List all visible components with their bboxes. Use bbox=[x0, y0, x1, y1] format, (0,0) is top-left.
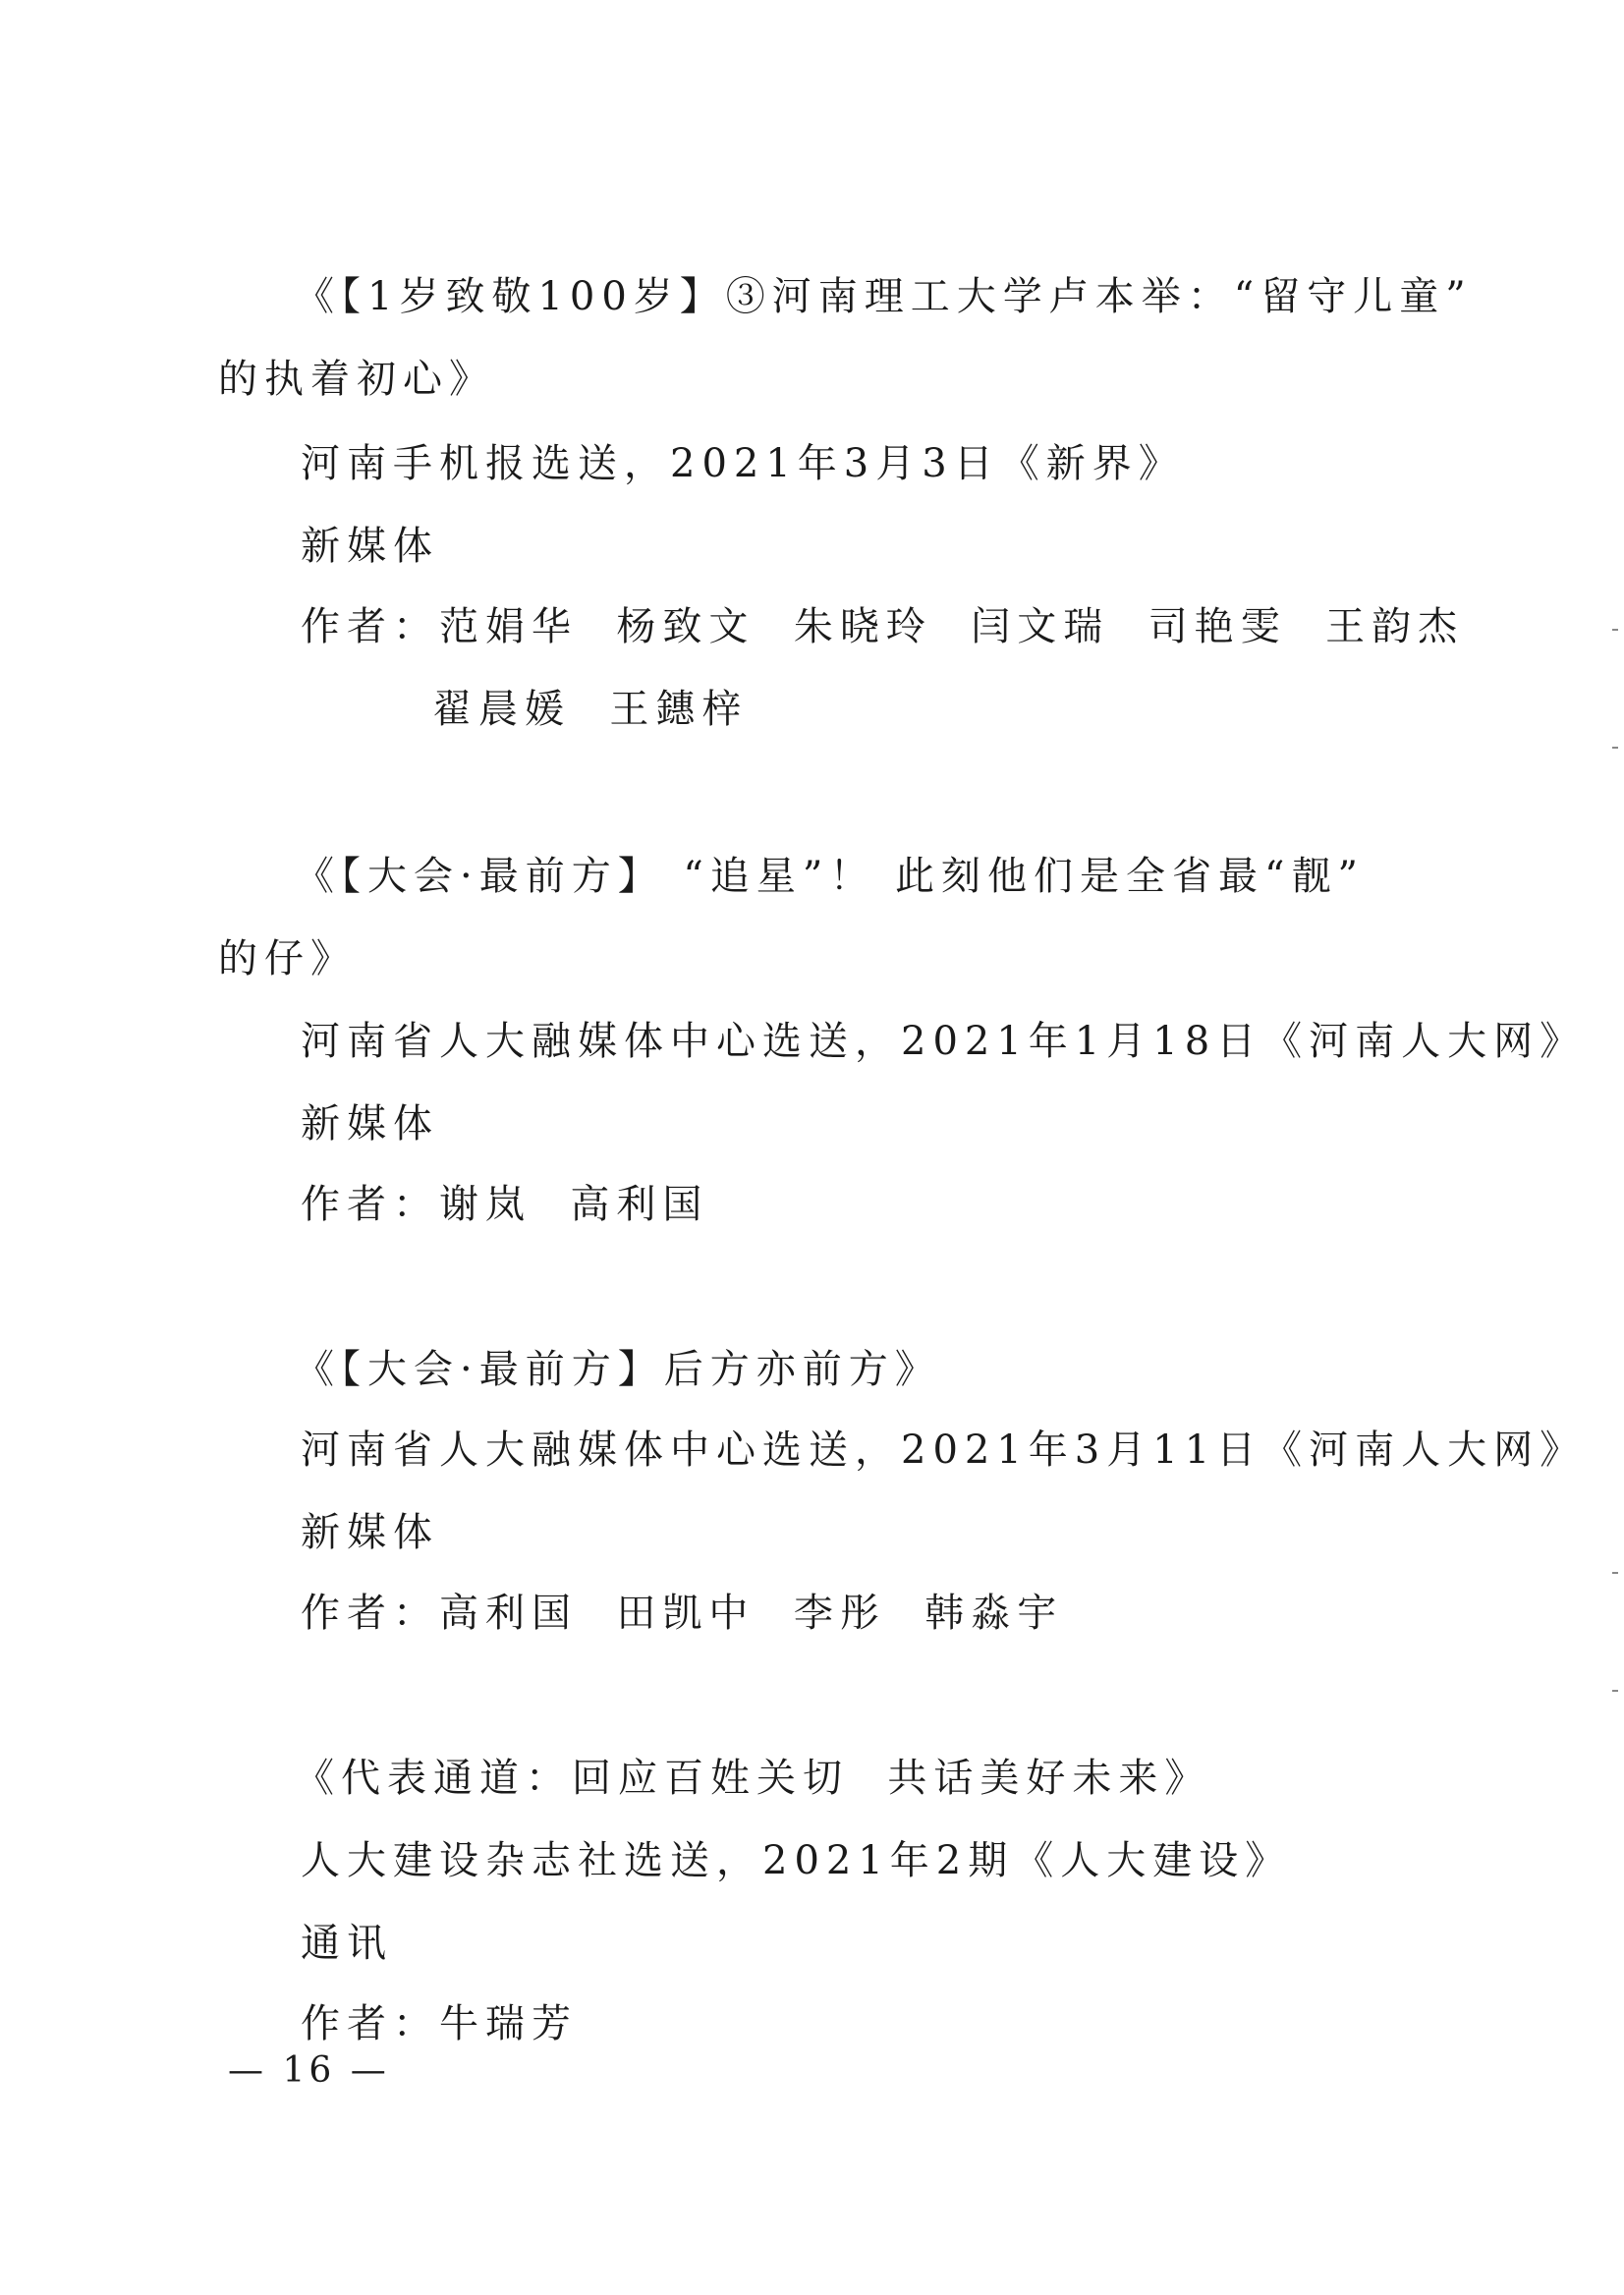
entry-title-line1: 《【大会·最前方】 “追星”！ 此刻他们是全省最“靓” bbox=[295, 854, 1365, 899]
entry-source: 河南省人大融媒体中心选送，2021年3月11日《河南人大网》 bbox=[301, 1427, 1587, 1473]
entry-category: 通讯 bbox=[301, 1921, 393, 1966]
entry-category: 新媒体 bbox=[301, 1510, 439, 1555]
entry-authors-line1: 作者：牛瑞芳 bbox=[301, 2001, 578, 2046]
entry-authors-line1: 作者：范娟华 杨致文 朱晓玲 闫文瑞 司艳雯 王韵杰 bbox=[301, 604, 1465, 649]
scan-edge-mark bbox=[1612, 1572, 1618, 1574]
entry-authors-line2: 翟晨媛 王鏸梓 bbox=[432, 687, 749, 732]
entry-source: 人大建设杂志社选送，2021年2期《人大建设》 bbox=[301, 1838, 1292, 1883]
page-number: — 16 — bbox=[228, 2050, 390, 2091]
entry-title-line1: 《代表通道：回应百姓关切 共话美好未来》 bbox=[295, 1756, 1211, 1801]
scan-edge-mark bbox=[1612, 1690, 1618, 1692]
entry-authors-line1: 作者：高利国 田凯中 李彤 韩淼宇 bbox=[301, 1591, 1064, 1636]
entry-title-line1: 《【1岁致敬100岁】③河南理工大学卢本举：“留守儿童” bbox=[295, 274, 1473, 319]
entry-source: 河南手机报选送，2021年3月3日《新界》 bbox=[301, 441, 1185, 486]
entry-title-line1: 《【大会·最前方】后方亦前方》 bbox=[295, 1347, 941, 1392]
scan-edge-mark bbox=[1612, 629, 1618, 631]
entry-category: 新媒体 bbox=[301, 1101, 439, 1147]
scan-edge-mark bbox=[1612, 747, 1618, 749]
entry-category: 新媒体 bbox=[301, 524, 439, 569]
entry-authors-line1: 作者：谢岚 高利国 bbox=[301, 1182, 709, 1227]
entry-title-line2: 的仔》 bbox=[218, 936, 357, 981]
entry-title-line2: 的执着初心》 bbox=[218, 357, 495, 402]
entry-source: 河南省人大融媒体中心选送，2021年1月18日《河南人大网》 bbox=[301, 1019, 1587, 1064]
